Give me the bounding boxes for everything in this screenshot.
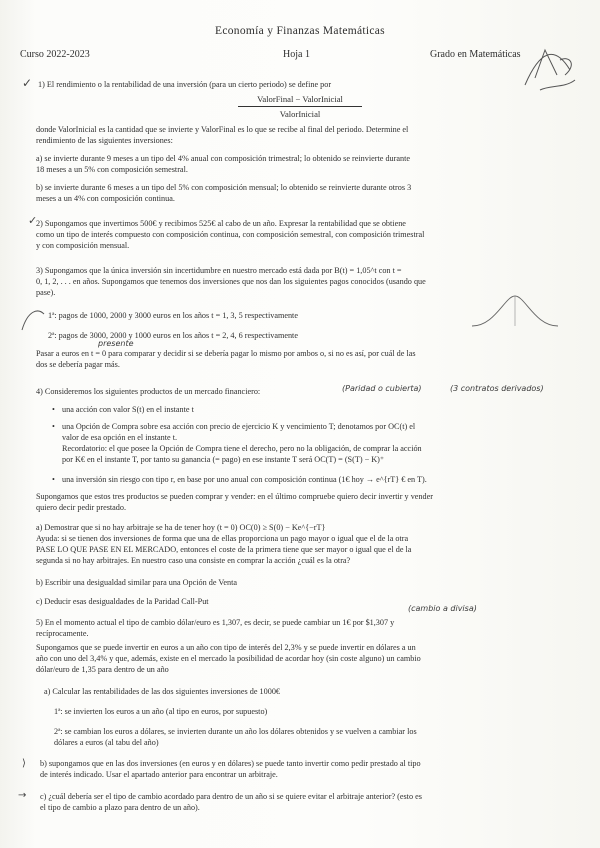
- p5-a-investment-2-line-1: 2ª: se cambian los euros a dólares, se invierten durante un año los dólares obtenidos y se vuelven a cambiar los: [54, 727, 417, 736]
- p5-line-3: Supongamos que se puede invertir en euros a un año con tipo de interés del 2,3% y se puede invertir en dólares a un: [36, 643, 416, 652]
- p1-a-line-2: 18 meses a un 5% con composición semestral.: [36, 165, 188, 174]
- p3-investment-2: 2ª: pagos de 3000, 2000 y 1000 euros en los años t = 2, 4, 6 respectivamente: [48, 331, 298, 340]
- margin-check-mark: ✓: [28, 214, 38, 227]
- p5-c-line-1: c) ¿cuál debería ser el tipo de cambio acordado para dentro de un año si se quiere evitar el arbitraje anterior? (esto es: [40, 792, 422, 801]
- handwritten-note-present: presente: [98, 339, 134, 348]
- bell-curve-sketch: [470, 292, 560, 332]
- p3-line-2: 0, 1, 2, . . . en años. Supongamos que tenemos dos inversiones que nos dan los siguientes pagos conocidos (usando que: [36, 277, 426, 286]
- p4-a-line-3: PASE LO QUE PASE EN EL MERCADO, entonces el coste de la primera tiene que ser mayor o igual que el de la: [36, 545, 412, 554]
- handwritten-note-derivatives: (3 contratos derivados): [450, 384, 544, 393]
- margin-arrow-sketch: [18, 300, 48, 340]
- p4-c: c) Deducir esas desigualdades de la Paridad Call-Put: [36, 597, 209, 606]
- handwritten-note-parity: (Paridad o cubierta): [342, 384, 422, 393]
- p4-a-line-2: Ayuda: si se tienen dos inversiones de forma que una de ellas proporciona un pago mayor o igual que el de la otra: [36, 534, 409, 543]
- margin-check-mark: ✓: [22, 76, 33, 90]
- p1-b-line-1: b) se invierte durante 6 meses a un tipo del 5% con composición mensual; lo obtenido se reinvierte durante otros 3: [36, 183, 412, 192]
- p3-line-5: dos se debería pagar más.: [36, 360, 120, 369]
- p3-line-1: 3) Supongamos que la única inversión sin incertidumbre en nuestro mercado está dada por B(t) = 1,05^t con t =: [36, 266, 402, 275]
- p1-b-line-2: meses a un 4% con composición continua.: [36, 194, 175, 203]
- sheet-title: Economía y Finanzas Matemáticas: [215, 25, 385, 37]
- p4-a-line-1: a) Demostrar que si no hay arbitraje se ha de tener hoy (t = 0) OC(0) ≥ S(0) − Ke^{−rT}: [36, 523, 326, 532]
- intro-line-2: donde ValorInicial es la cantidad que se invierte y ValorFinal es lo que se recibe al final del periodo. Determine el: [36, 125, 409, 134]
- p5-line-2: recíprocamente.: [36, 629, 89, 638]
- p4-line-2: Supongamos que estos tres productos se pueden comprar y vender: en el último compruebe quiero decir invertir y vender: [36, 492, 433, 501]
- p4-bullet-2-line-3: Recordatorio: el que posee la Opción de Compra tiene el derecho, pero no la obligación, de comprar la acción: [62, 444, 422, 453]
- p3-investment-1: 1ª: pagos de 1000, 2000 y 3000 euros en los años t = 1, 3, 5 respectivamente: [48, 311, 298, 320]
- p4-bullet-2-line-1: una Opción de Compra sobre esa acción con precio de ejercicio K y vencimiento T; denotamos por OC(t) el: [62, 422, 416, 431]
- p5-b-line-1: b) supongamos que en las dos inversiones (en euros y en dólares) se puede tanto invertir como pedir prestado al tipo: [40, 759, 421, 768]
- return-formula: [200, 94, 400, 119]
- bullet-dot: •: [52, 475, 55, 484]
- p5-b-line-2: de interés indicado. Usar el apartado anterior para encontrar un arbitraje.: [40, 770, 278, 779]
- p4-bullet-2-line-4: por K€ en el instante T, por tanto su ganancia (= pago) en ese instante T será OC(T) = (S(T) − K)⁺: [62, 455, 385, 464]
- margin-bracket-mark: ⟩: [22, 758, 26, 769]
- p5-a-investment-2-line-2: dólares a euros (al tabu del año): [54, 738, 159, 747]
- p1-a-line-1: a) se invierte durante 9 meses a un tipo del 4% anual con composición trimestral; lo obtenido se reinvierte durante: [36, 154, 411, 163]
- bullet-dot: •: [52, 422, 55, 431]
- p4-a-line-4: segunda si no hay arbitrajes. En nuestro caso una consiste en comprar la acción ¿cuál es la otra?: [36, 556, 351, 565]
- formula-numerator: ValorFinal − ValorInicial: [257, 94, 343, 104]
- intro-line-1: 1) El rendimiento o la rentabilidad de una inversión (para un cierto periodo) se define por: [38, 80, 332, 89]
- p5-line-4: año con uno del 3,4% y que, además, existe en el mercado la posibilidad de acordar hoy (sin coste alguno) un cambio: [36, 654, 421, 663]
- p4-bullet-2-line-2: valor de esa opción en el instante t.: [62, 433, 178, 442]
- p2-line-1: 2) Supongamos que invertimos 500€ y recibimos 525€ al cabo de un año. Expresar la rentabilidad que se obtiene: [36, 219, 406, 228]
- p5-a: a) Calcular las rentabilidades de las dos siguientes inversiones de 1000€: [44, 687, 281, 696]
- p5-line-5: dólar/euro de 1,35 para dentro de un año: [36, 665, 169, 674]
- handwritten-doodle: [515, 30, 585, 100]
- margin-arrow-mark: →: [18, 790, 27, 801]
- p4-b: b) Escribir una desigualdad similar para una Opción de Venta: [36, 578, 238, 587]
- formula-denominator: ValorInicial: [279, 109, 321, 119]
- p5-c-line-2: el tipo de cambio a plazo para dentro de un año).: [40, 803, 200, 812]
- p5-a-investment-1: 1ª: se invierten los euros a un año (al tipo en euros, por supuesto): [54, 707, 268, 716]
- intro-line-3: rendimiento de las siguientes inversiones:: [36, 136, 173, 145]
- handwritten-note-currency: (cambio a divisa): [408, 604, 477, 613]
- bullet-dot: •: [52, 405, 55, 414]
- p4-bullet-3: una inversión sin riesgo con tipo r, en base por uno anual con composición continua (1€ hoy → e^{rT} € en T).: [62, 475, 427, 484]
- p3-line-3: pase).: [36, 288, 56, 297]
- course-label: Curso 2022-2023: [20, 49, 90, 60]
- p3-line-4: Pasar a euros en t = 0 para comparar y decidir si se debería pagar lo mismo por ambos o, si no es así, por cuál de las: [36, 349, 416, 358]
- p4-line-1: 4) Consideremos los siguientes productos de un mercado financiero:: [36, 387, 261, 396]
- p4-bullet-1: una acción con valor S(t) en el instante t: [62, 405, 194, 414]
- p5-line-1: 5) En el momento actual el tipo de cambio dólar/euro es 1,307, es decir, se puede cambiar un 1€ por $1,307 y: [36, 618, 395, 627]
- p2-line-2: como un tipo de interés compuesto con composición continua, con composición semestral, con composición trimestral: [36, 230, 425, 239]
- p4-line-3: quiero decir pedir prestado.: [36, 503, 127, 512]
- p2-line-3: y con composición mensual.: [36, 241, 130, 250]
- sheet-number: Hoja 1: [283, 49, 310, 60]
- fraction-bar: [238, 106, 362, 107]
- degree-label: Grado en Matemáticas: [430, 49, 521, 60]
